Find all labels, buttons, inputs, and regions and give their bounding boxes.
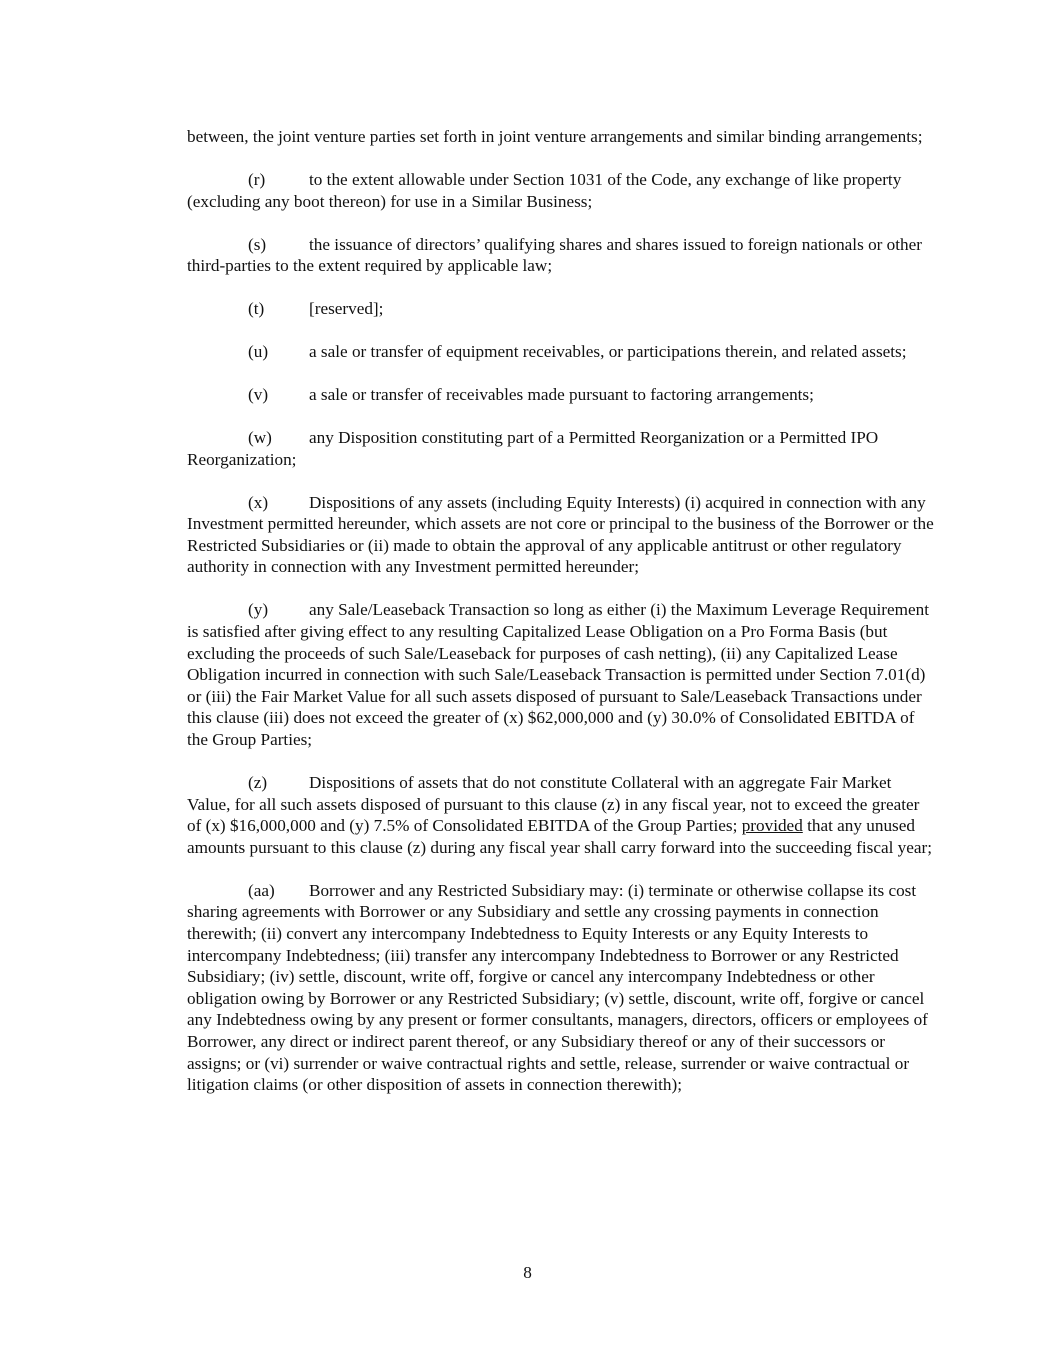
clause-label: (u): [248, 342, 269, 362]
clause-t: [187, 298, 937, 320]
intro-paragraph: between, the joint venture parties set forth in joint venture arrangements and similar binding arrangements;: [187, 127, 923, 146]
clause-label: (t): [248, 299, 265, 319]
clause-label: (aa): [248, 880, 275, 900]
clause-label: (s): [248, 234, 267, 254]
clause-text-after: that any unused amounts pursuant to this clause (z) during any fiscal year shall carry forward into the succeeding fiscal year;: [187, 816, 933, 857]
clause-text: a sale or transfer of equipment receivables, or participations therein, and related assets;: [309, 342, 907, 362]
clause-w: [187, 427, 937, 470]
provided-underlined: provided: [741, 816, 803, 836]
clause-label: (w): [248, 428, 272, 448]
clause-x: [187, 492, 937, 578]
clause-text: Dispositions of any assets (including Equity Interests) (i) acquired in connection with any Investment permitted hereunder, which assets are not core or principal to the business of the Borrower or the Restricted Subsidiaries or (ii) made to obtain the approval of any applicable antitrust or other regulatory authority in connection with any Investment permitted hereunder;: [187, 492, 934, 577]
clause-text: to the extent allowable under Section 1031 of the Code, any exchange of like property (excluding any boot thereon) for use in a Similar Business;: [187, 169, 902, 211]
clause-label: (z): [248, 772, 268, 792]
clause-r: [187, 169, 937, 212]
clause-text: Borrower and any Restricted Subsidiary may: (i) terminate or otherwise collapse its cost sharing agreements with Borrower or any Subsidiary and settle any crossing payments in connection therewith; (ii) convert any intercompany Indebtedness to Equity Interests or any Equity Interests to intercompany Indebtedness; (iii) transfer any intercompany Indebtedness to Borrower or any Restricted Subsidiary; (iv) settle, discount, write off, forgive or cancel any intercompany Indebtedness or other obligation owing by Borrower or any Restricted Subsidiary; (v) settle, discount, write off, forgive or cancel any Indebtedness owing by any present or former consultants, managers, directors, officers or employees of Borrower, any direct or indirect parent thereof, or any Subsidiary thereof or any of their successors or assigns; or (vi) surrender or waive contractual rights and settle, release, surrender or waive contractual or litigation claims (or other disposition of assets in connection therewith);: [187, 880, 928, 1095]
clause-text-before: Dispositions of assets that do not constitute Collateral with an aggregate Fair Market Value, for all such assets disposed of pursuant to this clause (z) in any fiscal year, not to exceed the greater of (x) $16,000,000 and (y) 7.5% of Consolidated EBITDA of the Group Parties;: [187, 772, 920, 836]
clause-aa: [187, 880, 937, 1096]
document-body: [187, 126, 937, 1117]
clause-text: any Disposition constituting part of a Permitted Reorganization or a Permitted IPO Reorganization;: [187, 428, 879, 469]
page-number: 8: [523, 1263, 532, 1282]
clause-label: (x): [248, 492, 269, 512]
clause-u: [187, 341, 937, 363]
clause-text: [reserved];: [309, 299, 384, 319]
clause-v: [187, 384, 937, 406]
clause-text: any Sale/Leaseback Transaction so long as either (i) the Maximum Leverage Requirement is satisfied after giving effect to any resulting Capitalized Lease Obligation on a Pro Forma Basis (but excluding the proceeds of such Sale/Leaseback for purposes of cash netting), (ii) any Capitalized Lease Obligation incurred in connection with such Sale/Leaseback Transaction is permitted under Section 7.01(d) or (iii) the Fair Market Value for all such assets disposed of pursuant to Sale/Leaseback Transactions under this clause (iii) does not exceed the greater of (x) $62,000,000 and (y) 30.0% of Consolidated EBITDA of the Group Parties;: [187, 600, 929, 749]
clause-y: [187, 599, 937, 750]
clause-label: (v): [248, 385, 269, 405]
clause-s: [187, 234, 937, 277]
clause-z: [187, 772, 937, 858]
clause-label: (r): [248, 169, 266, 189]
clause-text: a sale or transfer of receivables made pursuant to factoring arrangements;: [309, 385, 814, 405]
clause-text: the issuance of directors’ qualifying shares and shares issued to foreign nationals or other third-parties to the extent required by applicable law;: [187, 234, 923, 276]
clause-label: (y): [248, 600, 269, 620]
